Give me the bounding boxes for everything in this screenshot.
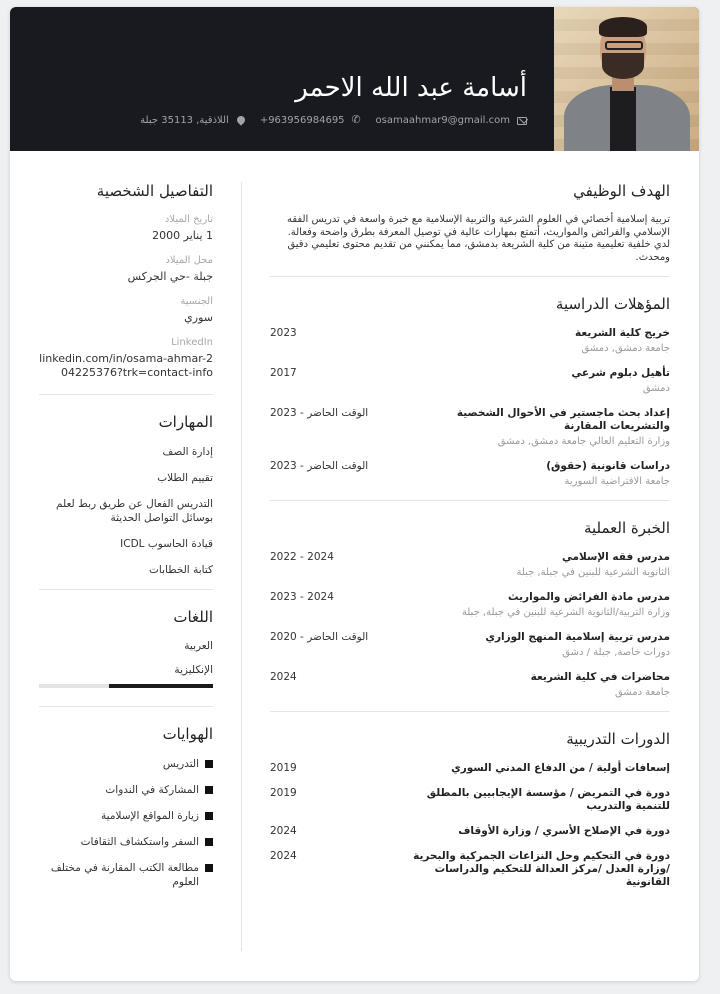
entry-title: مدرس فقه الإسلامي (561, 551, 670, 564)
entry-title: مدرس مادة الفرائض والمواريث (508, 591, 670, 604)
phone-text: +963956984695 (259, 115, 345, 126)
skill-item: التدريس الفعال عن طريق ربط لعلم بوسائل التواصل الحديثة (56, 498, 213, 524)
course-entry (270, 825, 670, 838)
bullet-square-icon (205, 812, 213, 820)
birth-date-label: تاريخ الميلاد (164, 214, 213, 225)
skill-item: إدارة الصف (162, 446, 213, 458)
entry-title: دورة في التحكيم وحل النزاعات الجمركية والبحرية /وزارة العدل /مركز العدالة للتحكيم والدراسات القانونية (413, 850, 670, 889)
resume-card (10, 7, 699, 981)
entry-title: دورة في التمريض / مؤسسة الإيجابيين بالمطلق للتنمية والتدريب (426, 787, 670, 813)
education-entry (270, 407, 670, 448)
course-entry (270, 850, 670, 889)
education-heading: المؤهلات الدراسية (555, 295, 670, 314)
entry-title: مدرس تربية إسلامية المنهج الوزاري (485, 631, 670, 644)
entry-date: 2024 (270, 671, 297, 684)
entry-title: إعداد بحث ماجستير في الأحوال الشخصية والتشريعات المقارنة (456, 407, 670, 433)
skill-item: قيادة الحاسوب ICDL (120, 538, 213, 550)
experience-entry (270, 631, 670, 659)
divider (270, 276, 670, 277)
hobby-item (39, 783, 213, 797)
entry-date: 2023 - الوقت الحاضر (270, 460, 369, 473)
hobby-text: زيارة المواقع الإسلامية (101, 810, 199, 822)
entry-title: دراسات قانونية (حقوق) (546, 460, 670, 473)
bullet-square-icon (205, 786, 213, 794)
objective-heading: الهدف الوظيفي (573, 182, 670, 200)
entry-subtitle: جامعة دمشق, دمشق (581, 343, 670, 355)
skill-item: كتابة الخطابات (149, 564, 213, 576)
birth-place-label: محل الميلاد (165, 255, 213, 266)
envelope-icon (517, 117, 527, 125)
hobby-text: التدريس (162, 758, 199, 770)
hobby-item (39, 835, 213, 849)
courses-heading: الدورات التدريبية (566, 730, 670, 749)
linkedin-link[interactable]: linkedin.com/in/osama-ahmar-204225376?trk=contact-info (39, 352, 213, 379)
candidate-name: أسامة عبد الله الاحمر (295, 73, 527, 103)
bullet-square-icon (205, 838, 213, 846)
experience-entry (270, 591, 670, 619)
divider (270, 711, 670, 712)
map-pin-icon (236, 116, 246, 126)
hobby-item (39, 757, 213, 771)
entry-date: 2022 - 2024 (270, 551, 334, 564)
course-entry (270, 787, 670, 813)
divider (39, 589, 213, 590)
entry-subtitle: جامعة الافتراضية السورية (564, 476, 670, 488)
entry-date: 2023 (270, 327, 297, 340)
entry-title: دورة في الإصلاح الأسري / وزارة الأوقاف (458, 825, 670, 838)
birth-date-value: 1 يناير 2000 (152, 229, 213, 242)
entry-date: 2023 - 2024 (270, 591, 334, 604)
entry-date: 2020 - الوقت الحاضر (270, 631, 369, 644)
linkedin-label: LinkedIn (171, 337, 213, 348)
contact-phone[interactable] (260, 115, 362, 126)
education-entry (270, 367, 670, 395)
nationality-label: الجنسية (180, 296, 213, 307)
language-level-fill (109, 684, 213, 688)
entry-subtitle: الثانوية الشرعية للبنين في جبلة, جبلة (516, 567, 670, 579)
entry-subtitle: دورات خاصة, جبلة / دشق (562, 647, 670, 659)
entry-subtitle: جامعة دمشق (614, 687, 670, 699)
entry-date: 2023 - الوقت الحاضر (270, 407, 369, 420)
divider (39, 706, 213, 707)
hobbies-heading: الهوايات (162, 725, 213, 743)
bullet-square-icon (205, 864, 213, 872)
entry-date: 2019 (270, 762, 297, 775)
personal-details-heading: التفاصيل الشخصية (96, 182, 213, 200)
birth-place-value: جبلة -حي الجركس (127, 270, 213, 283)
contact-row (140, 115, 527, 126)
languages-heading: اللغات (173, 608, 213, 626)
entry-date: 2024 (270, 850, 297, 863)
profile-photo (554, 7, 699, 151)
entry-title: إسعافات أولية / من الدفاع المدني السوري (451, 762, 670, 775)
divider (39, 394, 213, 395)
entry-subtitle: وزارة التربية/الثانوية الشرعية للبنين في جبلة, جبلة (461, 607, 670, 619)
hobby-text: مطالعة الكتب المقارنة في مختلف العلوم (50, 862, 199, 888)
experience-heading: الخبرة العملية (583, 519, 670, 538)
entry-date: 2017 (270, 367, 297, 380)
sidebar (39, 182, 213, 901)
contact-email[interactable] (376, 115, 527, 126)
course-entry (270, 762, 670, 775)
experience-entry (270, 551, 670, 579)
main-column (270, 182, 670, 901)
language-item: الإنكليزية (174, 664, 213, 676)
bullet-square-icon (205, 760, 213, 768)
experience-entry (270, 671, 670, 699)
hobby-text: السفر واستكشاف الثقافات (80, 836, 199, 848)
phone-icon (352, 116, 362, 126)
nationality-value: سوري (184, 311, 213, 324)
education-entry (270, 327, 670, 355)
hobby-item (39, 861, 213, 889)
language-level-bar (39, 684, 213, 688)
resume-header (10, 7, 699, 151)
hobby-text: المشاركة في الندوات (105, 784, 199, 796)
education-entry (270, 460, 670, 488)
entry-title: محاضرات في كلية الشريعة (530, 671, 670, 684)
skills-heading: المهارات (158, 413, 213, 431)
entry-title: خريج كلية الشريعة (575, 327, 670, 340)
objective-text: تربية إسلامية أخصائي في العلوم الشرعية والتربية الإسلامية مع خبرة واسعة في تدريس الفقه الإسلامي والفرائض والمواريث، أتمتع بمهارات عالية في توصيل المعرفة بطرق واضحة وفعالة. لدي خلفية تعليمية متينة من كلية الشريعة بدمشق، مما يمكنني من تقديم محتوى تعليمي دقيق ومحدث. (286, 214, 670, 263)
entry-date: 2024 (270, 825, 297, 838)
divider (270, 500, 670, 501)
entry-subtitle: دمشق (642, 383, 670, 395)
column-divider (241, 182, 242, 951)
skill-item: تقييم الطلاب (157, 472, 213, 484)
contact-address (140, 115, 246, 126)
address-text: اللاذقية, 35113 جبلة (140, 115, 229, 126)
language-item: العربية (184, 640, 213, 652)
entry-subtitle: وزارة التعليم العالي جامعة دمشق, دمشق (497, 436, 670, 448)
hobby-item (39, 809, 213, 823)
email-text: osamaahmar9@gmail.com (375, 115, 510, 126)
entry-title: تأهيل دبلوم شرعي (571, 367, 670, 380)
entry-date: 2019 (270, 787, 297, 800)
